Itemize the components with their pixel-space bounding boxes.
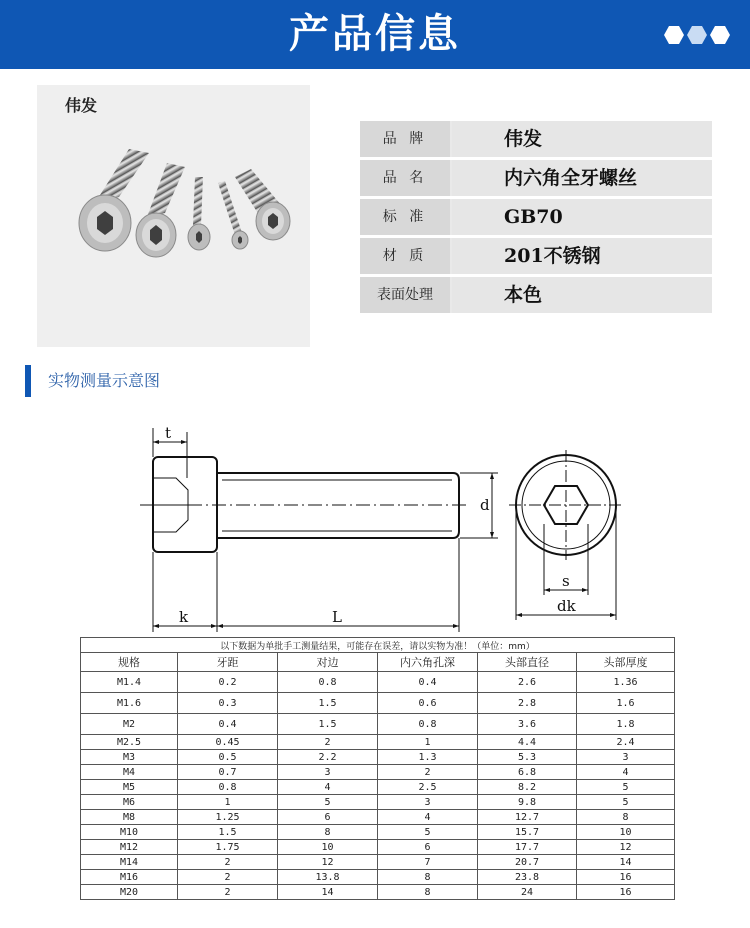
table-cell: 6 <box>378 840 478 855</box>
table-cell: 0.5 <box>178 750 278 765</box>
photo-brand-label: 伟发 <box>65 96 98 115</box>
table-cell: 2.4 <box>577 735 675 750</box>
table-cell: 1.5 <box>278 714 378 735</box>
table-cell: M2 <box>81 714 178 735</box>
table-row <box>81 795 675 810</box>
spec-key: 标 准 <box>360 199 450 235</box>
table-row <box>81 735 675 750</box>
table-cell: 5 <box>577 795 675 810</box>
table-cell: 1.6 <box>577 693 675 714</box>
spec-value: 内六角全牙螺丝 <box>452 160 712 196</box>
spec-row <box>360 277 712 313</box>
table-cell: 5 <box>278 795 378 810</box>
table-cell: 1 <box>378 735 478 750</box>
table-cell: 9.8 <box>478 795 577 810</box>
dim-s-label: s <box>562 572 570 590</box>
table-cell: M10 <box>81 825 178 840</box>
page-title: 产品信息 <box>289 11 461 57</box>
table-cell: 8 <box>378 870 478 885</box>
dim-k-label: k <box>179 608 189 626</box>
table-row <box>81 855 675 870</box>
table-cell: 6 <box>278 810 378 825</box>
table-cell: 2.5 <box>378 780 478 795</box>
spec-row <box>360 238 712 274</box>
table-cell: M12 <box>81 840 178 855</box>
table-cell: 8 <box>378 885 478 900</box>
table-row <box>81 885 675 900</box>
table-cell: 15.7 <box>478 825 577 840</box>
table-row <box>81 870 675 885</box>
table-cell: 4 <box>278 780 378 795</box>
table-cell: 12.7 <box>478 810 577 825</box>
table-cell: 14 <box>577 855 675 870</box>
table-cell: 2 <box>278 735 378 750</box>
table-cell: 8 <box>278 825 378 840</box>
table-cell: 23.8 <box>478 870 577 885</box>
table-row <box>81 780 675 795</box>
table-cell: 2 <box>178 870 278 885</box>
table-cell: M16 <box>81 870 178 885</box>
table-cell: 1.3 <box>378 750 478 765</box>
column-header: 头部直径 <box>478 653 577 672</box>
table-cell: 24 <box>478 885 577 900</box>
table-cell: 0.7 <box>178 765 278 780</box>
table-cell: 1.5 <box>278 693 378 714</box>
table-cell: 0.8 <box>178 780 278 795</box>
table-cell: 10 <box>278 840 378 855</box>
table-cell: 0.8 <box>378 714 478 735</box>
table-cell: 20.7 <box>478 855 577 870</box>
spec-value: 伟发 <box>452 121 712 157</box>
dimension-table <box>80 637 674 900</box>
table-row <box>81 693 675 714</box>
table-cell: 12 <box>278 855 378 870</box>
table-cell: 13.8 <box>278 870 378 885</box>
dim-L-label: L <box>332 608 342 626</box>
table-cell: 0.8 <box>278 672 378 693</box>
spec-row <box>360 199 712 235</box>
table-cell: 0.6 <box>378 693 478 714</box>
table-row <box>81 765 675 780</box>
table-cell: 4 <box>577 765 675 780</box>
table-cell: 3 <box>278 765 378 780</box>
product-photo <box>37 85 310 347</box>
table-cell: 2 <box>178 885 278 900</box>
table-cell: 2 <box>378 765 478 780</box>
spec-key: 表面处理 <box>360 277 450 313</box>
table-cell: M1.4 <box>81 672 178 693</box>
column-header: 内六角孔深 <box>378 653 478 672</box>
table-cell: 16 <box>577 885 675 900</box>
table-cell: M14 <box>81 855 178 870</box>
spec-row <box>360 160 712 196</box>
table-cell: 2.6 <box>478 672 577 693</box>
table-cell: 2.8 <box>478 693 577 714</box>
table-caption: 以下数据为单批手工测量结果，可能存在误差，请以实物为准！（单位：mm） <box>81 638 675 653</box>
table-cell: 1.8 <box>577 714 675 735</box>
header-banner <box>0 0 750 69</box>
spec-value: GB70 <box>452 199 712 235</box>
table-row <box>81 672 675 693</box>
spec-key: 材 质 <box>360 238 450 274</box>
table-cell: 0.45 <box>178 735 278 750</box>
dim-d-label: d <box>480 496 490 514</box>
dim-dk-label: dk <box>557 597 576 615</box>
table-cell: 3.6 <box>478 714 577 735</box>
table-cell: M20 <box>81 885 178 900</box>
table-cell: 3 <box>378 795 478 810</box>
table-cell: 17.7 <box>478 840 577 855</box>
hexagon-icon <box>710 25 730 45</box>
spec-value: 本色 <box>452 277 712 313</box>
dim-t-label: t <box>165 424 172 442</box>
spec-value: 201不锈钢 <box>452 238 712 274</box>
table-cell: 6.8 <box>478 765 577 780</box>
table-cell: 1.25 <box>178 810 278 825</box>
measurement-diagram <box>0 410 750 635</box>
hexagon-icon <box>664 25 684 45</box>
table-cell: 12 <box>577 840 675 855</box>
table-cell: 7 <box>378 855 478 870</box>
table-cell: 4.4 <box>478 735 577 750</box>
hexagon-icon <box>687 25 707 45</box>
table-cell: 0.3 <box>178 693 278 714</box>
column-header: 牙距 <box>178 653 278 672</box>
table-cell: 1 <box>178 795 278 810</box>
column-header: 对边 <box>278 653 378 672</box>
table-cell: 2.2 <box>278 750 378 765</box>
table-cell: M4 <box>81 765 178 780</box>
table-cell: 0.4 <box>178 714 278 735</box>
table-cell: 8 <box>577 810 675 825</box>
table-cell: 4 <box>378 810 478 825</box>
table-row <box>81 714 675 735</box>
table-cell: 16 <box>577 870 675 885</box>
table-row <box>81 825 675 840</box>
table-cell: 5.3 <box>478 750 577 765</box>
table-cell: M5 <box>81 780 178 795</box>
table-cell: 14 <box>278 885 378 900</box>
table-cell: 1.36 <box>577 672 675 693</box>
table-cell: 0.2 <box>178 672 278 693</box>
table-cell: M3 <box>81 750 178 765</box>
table-cell: 2 <box>178 855 278 870</box>
table-cell: 0.4 <box>378 672 478 693</box>
spec-table <box>360 121 712 316</box>
table-cell: M6 <box>81 795 178 810</box>
column-header: 规格 <box>81 653 178 672</box>
table-cell: 1.5 <box>178 825 278 840</box>
table-cell: 5 <box>577 780 675 795</box>
table-cell: M1.6 <box>81 693 178 714</box>
spec-key: 品 牌 <box>360 121 450 157</box>
table-row <box>81 810 675 825</box>
spec-key: 品 名 <box>360 160 450 196</box>
table-cell: 1.75 <box>178 840 278 855</box>
section-accent-bar <box>25 365 31 397</box>
table-cell: 5 <box>378 825 478 840</box>
spec-row <box>360 121 712 157</box>
table-row <box>81 750 675 765</box>
table-cell: 8.2 <box>478 780 577 795</box>
table-row <box>81 840 675 855</box>
table-cell: M2.5 <box>81 735 178 750</box>
column-header: 头部厚度 <box>577 653 675 672</box>
table-cell: M8 <box>81 810 178 825</box>
table-cell: 3 <box>577 750 675 765</box>
table-cell: 10 <box>577 825 675 840</box>
section-title: 实物测量示意图 <box>48 371 161 390</box>
